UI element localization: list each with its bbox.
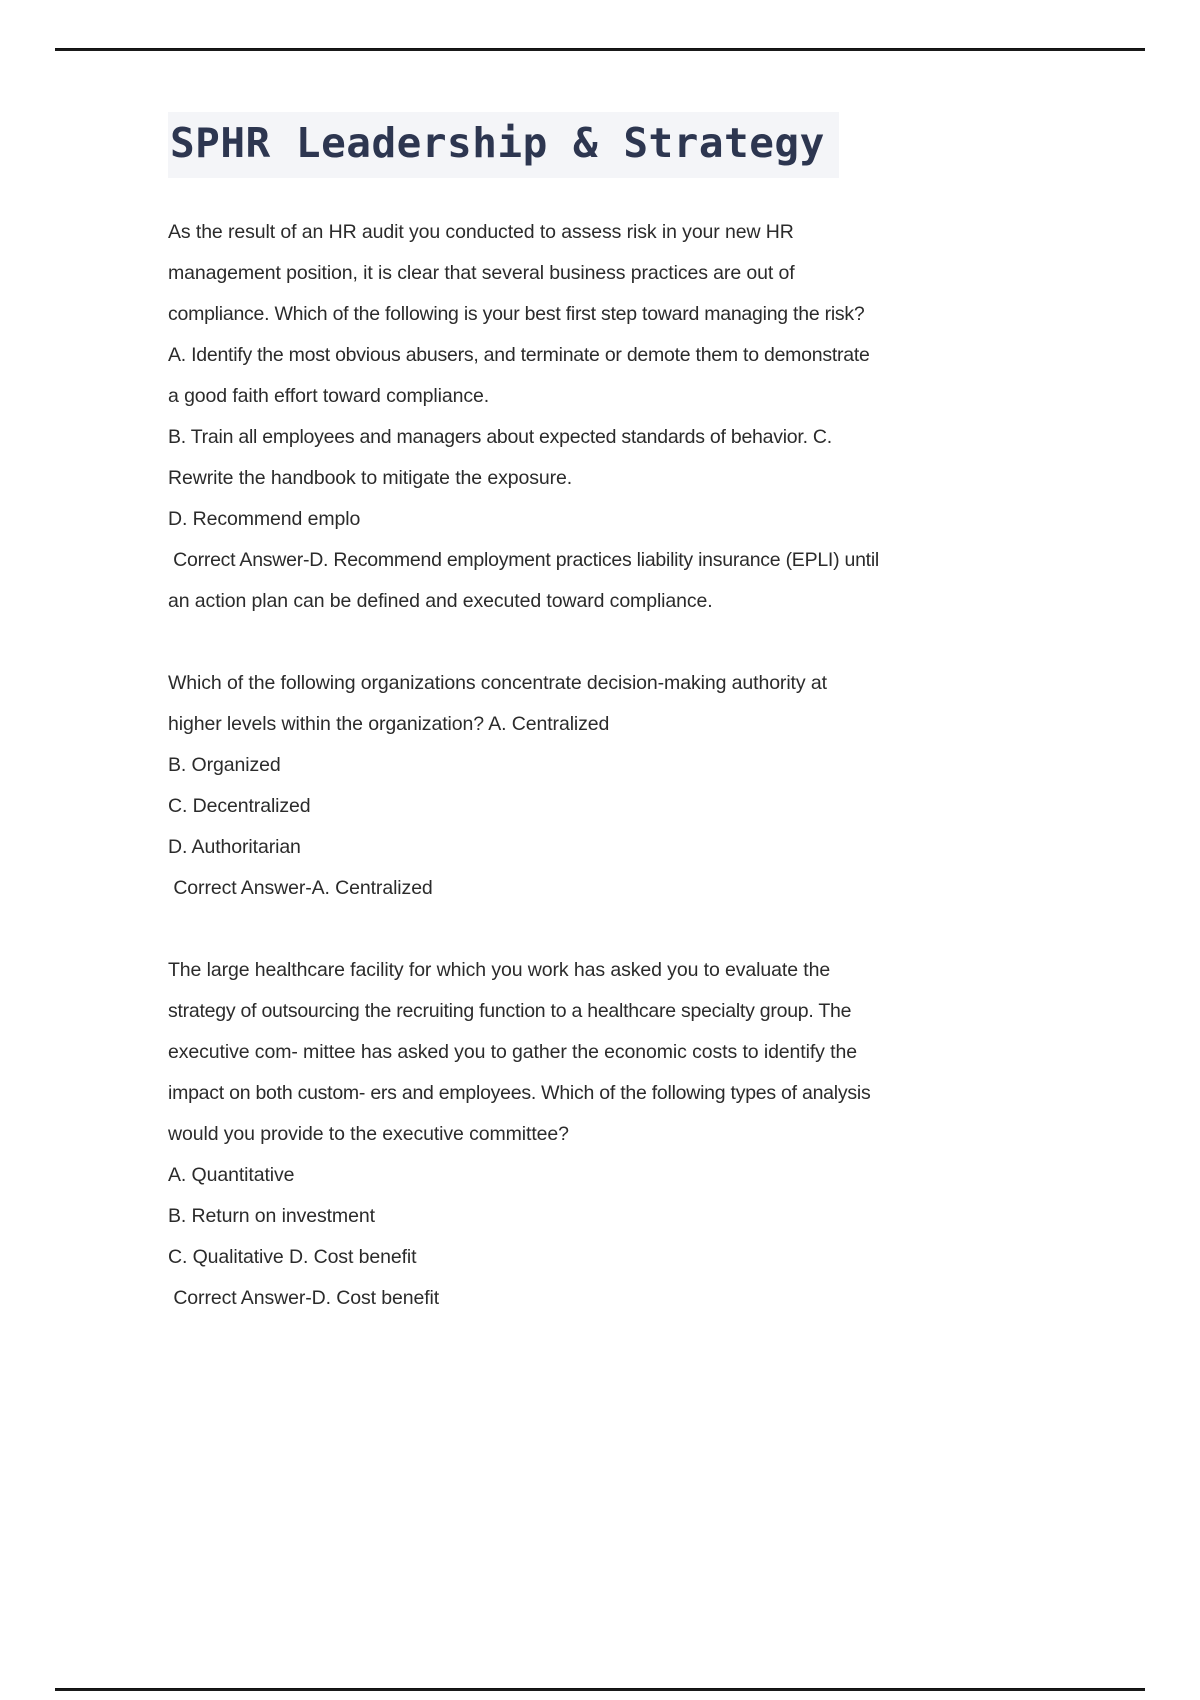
- text-line: would you provide to the executive committee?: [168, 1123, 569, 1146]
- text-line: The large healthcare facility for which you work has asked you to evaluate the: [168, 959, 831, 982]
- text-line: executive com- mittee has asked you to gather the economic costs to identify the: [168, 1041, 857, 1064]
- text-line: Which of the following organizations concentrate decision-making authority at: [168, 672, 827, 695]
- question-block-2: [168, 663, 958, 909]
- page-title: SPHR Leadership & Strategy: [168, 112, 839, 178]
- text-line: B. Train all employees and managers about expected standards of behavior. C.: [168, 426, 832, 449]
- text-line: strategy of outsourcing the recruiting function to a healthcare specialty group. The: [168, 1000, 852, 1023]
- correct-answer-line: Correct Answer-D. Cost benefit: [168, 1287, 440, 1310]
- text-line: B. Return on investment: [168, 1205, 375, 1228]
- text-line: an action plan can be defined and executed toward compliance.: [168, 590, 713, 613]
- text-line: D. Authoritarian: [168, 836, 301, 859]
- text-line: D. Recommend emplo: [168, 508, 361, 531]
- text-line: C. Qualitative D. Cost benefit: [168, 1246, 417, 1269]
- block-spacer: [168, 622, 958, 663]
- text-line: higher levels within the organization? A. Centralized: [168, 713, 610, 736]
- text-line: B. Organized: [168, 754, 281, 777]
- text-line: Rewrite the handbook to mitigate the exposure.: [168, 467, 573, 490]
- document-content: [168, 112, 958, 1319]
- header-rule: [55, 48, 1145, 51]
- text-line: management position, it is clear that several business practices are out of: [168, 262, 795, 285]
- correct-answer-line: Correct Answer-D. Recommend employment practices liability insurance (EPLI) until: [168, 549, 880, 572]
- question-block-3: [168, 950, 958, 1319]
- text-line: As the result of an HR audit you conducted to assess risk in your new HR: [168, 221, 794, 244]
- text-line: impact on both custom- ers and employees. Which of the following types of analysis: [168, 1082, 871, 1105]
- question-block-1: [168, 212, 958, 622]
- footer-rule: [55, 1688, 1145, 1691]
- text-line: A. Quantitative: [168, 1164, 295, 1187]
- text-line: A. Identify the most obvious abusers, and terminate or demote them to demonstrate: [168, 344, 870, 367]
- page-title-wrap: [168, 112, 958, 178]
- text-line: C. Decentralized: [168, 795, 311, 818]
- correct-answer-line: Correct Answer-A. Centralized: [168, 877, 433, 900]
- block-spacer: [168, 909, 958, 950]
- text-line: compliance. Which of the following is your best first step toward managing the risk?: [168, 303, 865, 326]
- text-line: a good faith effort toward compliance.: [168, 385, 490, 408]
